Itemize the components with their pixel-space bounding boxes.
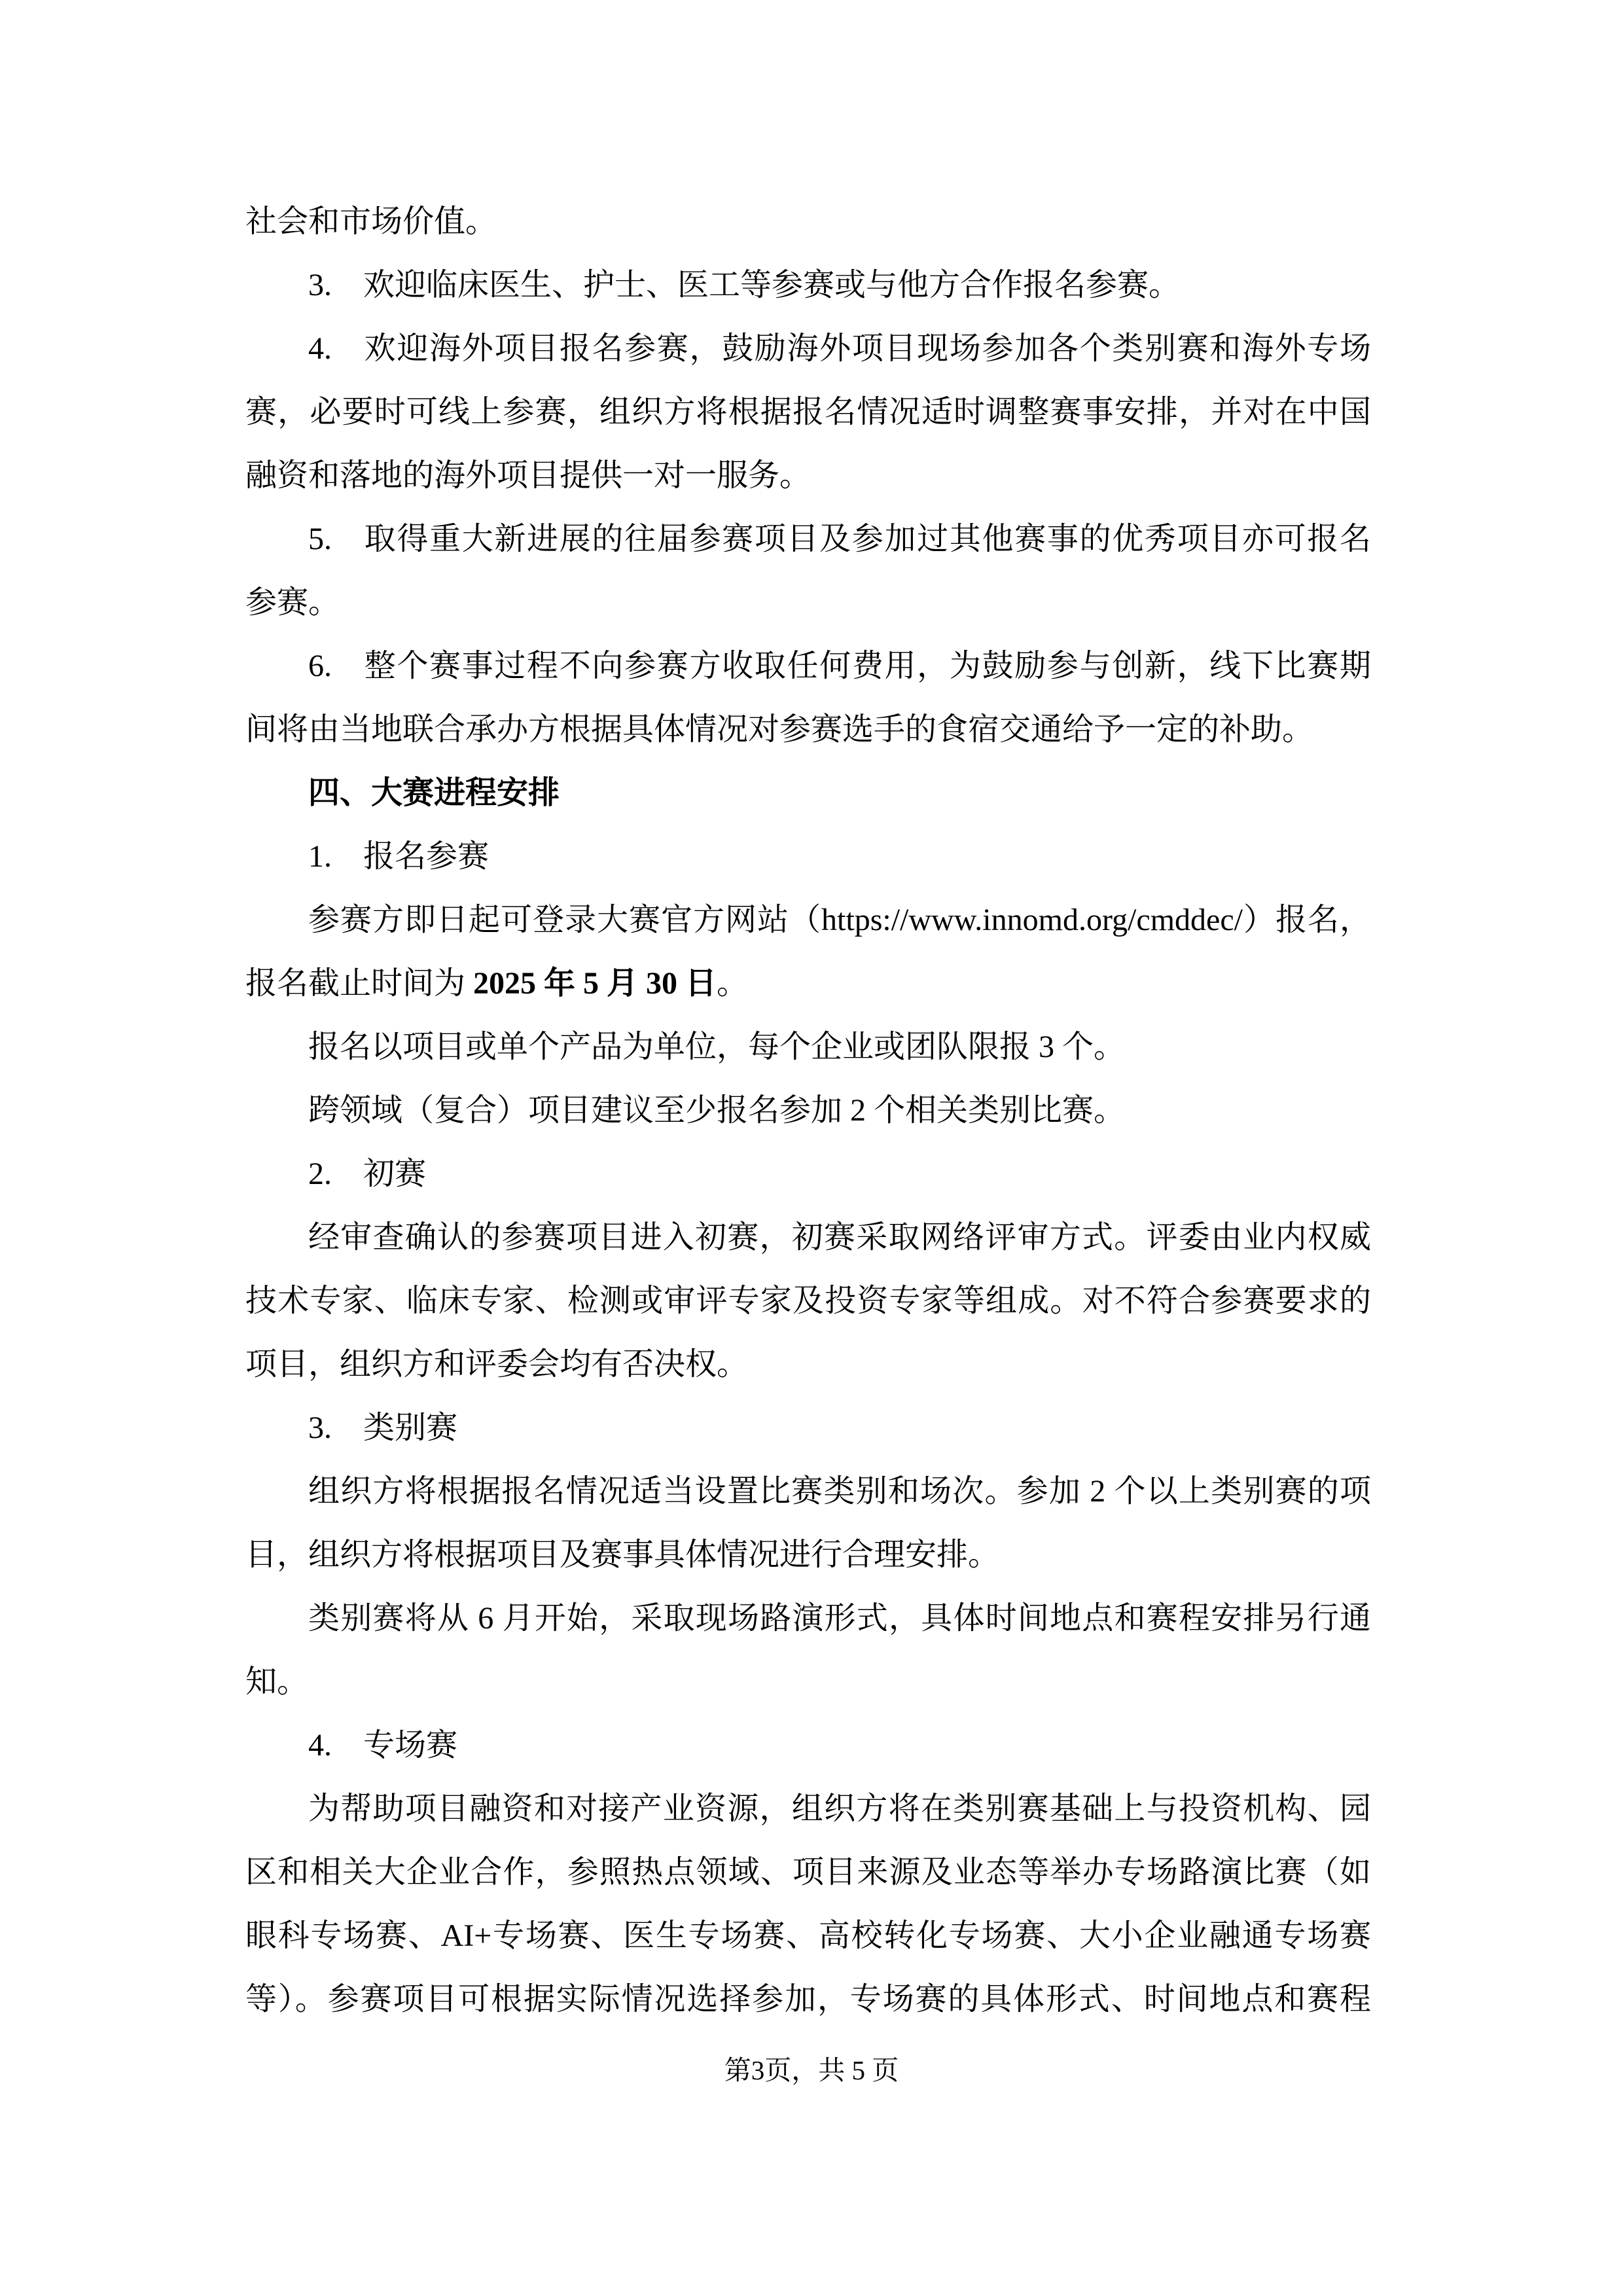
text-line: 类别赛将从 6 月开始，采取现场路演形式，具体时间地点和赛程安排另行通 (308, 1601, 1371, 1636)
document-body (245, 190, 1371, 2031)
text-line: 赛，必要时可线上参赛，组织方将根据报名情况适时调整赛事安排，并对在中国 (245, 395, 1371, 429)
text-line: 3. 欢迎临床医生、护士、医工等参赛或与他方合作报名参赛。 (308, 268, 1181, 302)
text-segment: 报名截止时间为 (245, 966, 474, 1001)
text-line: 目，组织方将根据项目及赛事具体情况进行合理安排。 (245, 1537, 1000, 1572)
text-line: 四、大赛进程安排 (308, 776, 560, 810)
text-line: 1. 报名参赛 (308, 839, 490, 874)
text-line: 3. 类别赛 (308, 1410, 458, 1445)
text-line: 区和相关大企业合作，参照热点领域、项目来源及业态等举办专场路演比赛（如 (245, 1855, 1371, 1890)
text-line: 4. 专场赛 (308, 1728, 458, 1763)
text-line: 4. 欢迎海外项目报名参赛，鼓励海外项目现场参加各个类别赛和海外专场 (308, 331, 1371, 366)
text-line: 5. 取得重大新进展的往届参赛项目及参加过其他赛事的优秀项目亦可报名 (308, 522, 1371, 556)
bold-text-segment: 2025 年 5 月 30 日 (473, 966, 717, 1001)
text-line: 为帮助项目融资和对接产业资源，组织方将在类别赛基础上与投资机构、园 (308, 1791, 1371, 1826)
text-line: 6. 整个赛事过程不向参赛方收取任何费用，为鼓励参与创新，线下比赛期 (308, 649, 1371, 683)
text-line: 社会和市场价值。 (245, 204, 497, 239)
text-line (245, 952, 1371, 1015)
text-line: 经审查确认的参赛项目进入初赛，初赛采取网络评审方式。评委由业内权威 (308, 1220, 1371, 1255)
text-line: 参赛。 (245, 585, 340, 620)
text-line: 知。 (245, 1664, 309, 1699)
text-line: 眼科专场赛、AI+专场赛、医生专场赛、高校转化专场赛、大小企业融通专场赛 (245, 1918, 1371, 1953)
text-line: 组织方将根据报名情况适当设置比赛类别和场次。参加 2 个以上类别赛的项 (308, 1474, 1371, 1509)
text-line: 等）。参赛项目可根据实际情况选择参加，专场赛的具体形式、时间地点和赛程 (245, 1982, 1371, 2017)
text-line: 报名以项目或单个产品为单位，每个企业或团队限报 3 个。 (308, 1030, 1126, 1064)
text-line: 参赛方即日起可登录大赛官方网站（https://www.innomd.org/cmddec/）报名， (308, 903, 1371, 937)
text-line: 2. 初赛 (308, 1157, 427, 1191)
text-segment: 。 (717, 966, 749, 1001)
text-line: 项目，组织方和评委会均有否决权。 (245, 1347, 749, 1382)
text-line: 技术专家、临床专家、检测或审评专家及投资专家等组成。对不符合参赛要求的 (245, 1283, 1371, 1318)
text-line: 融资和落地的海外项目提供一对一服务。 (245, 458, 812, 493)
text-line: 间将由当地联合承办方根据具体情况对参赛选手的食宿交通给予一定的补助。 (245, 712, 1314, 747)
text-line: 跨领域（复合）项目建议至少报名参加 2 个相关类别比赛。 (308, 1093, 1126, 1128)
page-footer: 第3页，共 5 页 (724, 2055, 899, 2085)
